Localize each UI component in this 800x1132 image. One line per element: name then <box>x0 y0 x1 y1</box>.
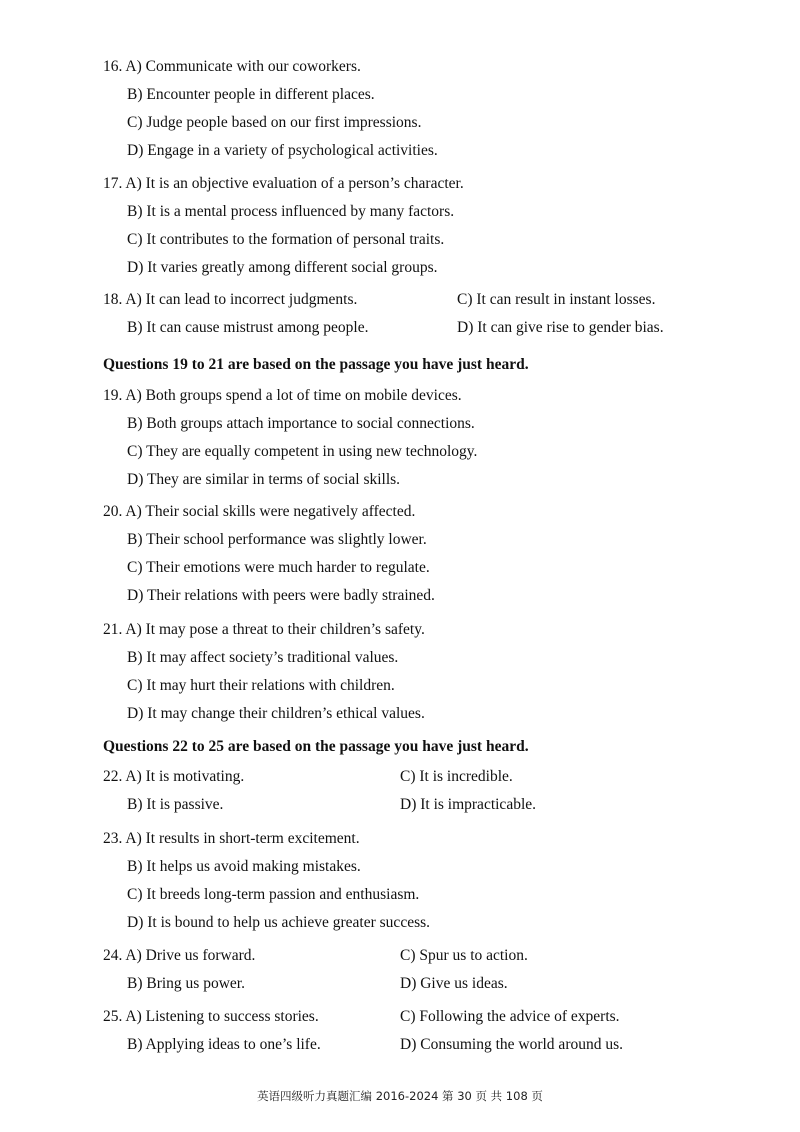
option-a: A) It can lead to incorrect judgments. <box>125 291 358 308</box>
option-b: B) It helps us avoid making mistakes. <box>127 858 361 875</box>
question-23 <box>103 825 743 937</box>
question-number: 20. <box>103 503 123 520</box>
option-b: B) Encounter people in different places. <box>127 86 375 103</box>
option-d: D) It varies greatly among different social groups. <box>127 259 438 276</box>
option-c: C) It breeds long-term passion and enthusiasm. <box>127 886 420 903</box>
option-b: B) Both groups attach importance to social connections. <box>127 415 475 432</box>
question-19 <box>103 382 743 494</box>
option-d: D) Consuming the world around us. <box>400 1036 624 1053</box>
option-d: D) It may change their children’s ethical values. <box>127 705 425 722</box>
option-b: B) It may affect society’s traditional values. <box>127 649 399 666</box>
question-18 <box>103 286 743 342</box>
option-c: C) Following the advice of experts. <box>400 1008 620 1025</box>
option-a: A) Drive us forward. <box>125 947 256 964</box>
option-a: A) It may pose a threat to their children’s safety. <box>125 621 425 638</box>
option-c: C) Spur us to action. <box>400 947 528 964</box>
option-b: B) It can cause mistrust among people. <box>127 319 369 336</box>
option-c: C) Judge people based on our first impressions. <box>127 114 422 131</box>
question-number: 16. <box>103 58 123 75</box>
question-21 <box>103 616 743 728</box>
option-c: C) It is incredible. <box>400 768 513 785</box>
option-a: A) Both groups spend a lot of time on mobile devices. <box>125 387 462 404</box>
option-d: D) Engage in a variety of psychological activities. <box>127 142 438 159</box>
option-c: C) It may hurt their relations with children. <box>127 677 395 694</box>
question-number: 25. <box>103 1008 123 1025</box>
option-c: C) It can result in instant losses. <box>457 291 656 308</box>
option-d: D) It can give rise to gender bias. <box>457 319 664 336</box>
option-c: C) It contributes to the formation of personal traits. <box>127 231 445 248</box>
question-20 <box>103 498 743 610</box>
option-a: A) It is an objective evaluation of a person’s character. <box>125 175 464 192</box>
section-heading: Questions 22 to 25 are based on the passage you have just heard. <box>103 738 529 755</box>
question-25 <box>103 1003 743 1059</box>
option-a: A) It results in short-term excitement. <box>125 830 360 847</box>
option-d: D) Give us ideas. <box>400 975 508 992</box>
option-c: C) Their emotions were much harder to regulate. <box>127 559 430 576</box>
option-a: A) It is motivating. <box>125 768 245 785</box>
option-d: D) It is bound to help us achieve greater success. <box>127 914 431 931</box>
option-a: A) Communicate with our coworkers. <box>125 58 361 75</box>
option-b: B) It is a mental process influenced by many factors. <box>127 203 455 220</box>
question-24 <box>103 942 743 998</box>
question-number: 21. <box>103 621 123 638</box>
option-b: B) Applying ideas to one’s life. <box>127 1036 321 1053</box>
option-a: A) Their social skills were negatively affected. <box>125 503 416 520</box>
question-number: 18. <box>103 291 123 308</box>
question-number: 17. <box>103 175 123 192</box>
option-b: B) Their school performance was slightly lower. <box>127 531 427 548</box>
question-number: 22. <box>103 768 123 785</box>
option-d: D) Their relations with peers were badly strained. <box>127 587 435 604</box>
page-footer: 英语四级听力真题汇编 2016-2024 第 30 页 共 108 页 <box>257 1089 543 1103</box>
option-d: D) They are similar in terms of social skills. <box>127 471 401 488</box>
question-number: 19. <box>103 387 123 404</box>
option-a: A) Listening to success stories. <box>125 1008 319 1025</box>
option-c: C) They are equally competent in using new technology. <box>127 443 478 460</box>
section-heading: Questions 19 to 21 are based on the passage you have just heard. <box>103 356 529 373</box>
question-number: 24. <box>103 947 123 964</box>
question-17 <box>103 170 743 282</box>
question-number: 23. <box>103 830 123 847</box>
question-16 <box>103 53 743 165</box>
option-d: D) It is impracticable. <box>400 796 537 813</box>
option-b: B) It is passive. <box>127 796 224 813</box>
option-b: B) Bring us power. <box>127 975 245 992</box>
question-22 <box>103 763 743 819</box>
